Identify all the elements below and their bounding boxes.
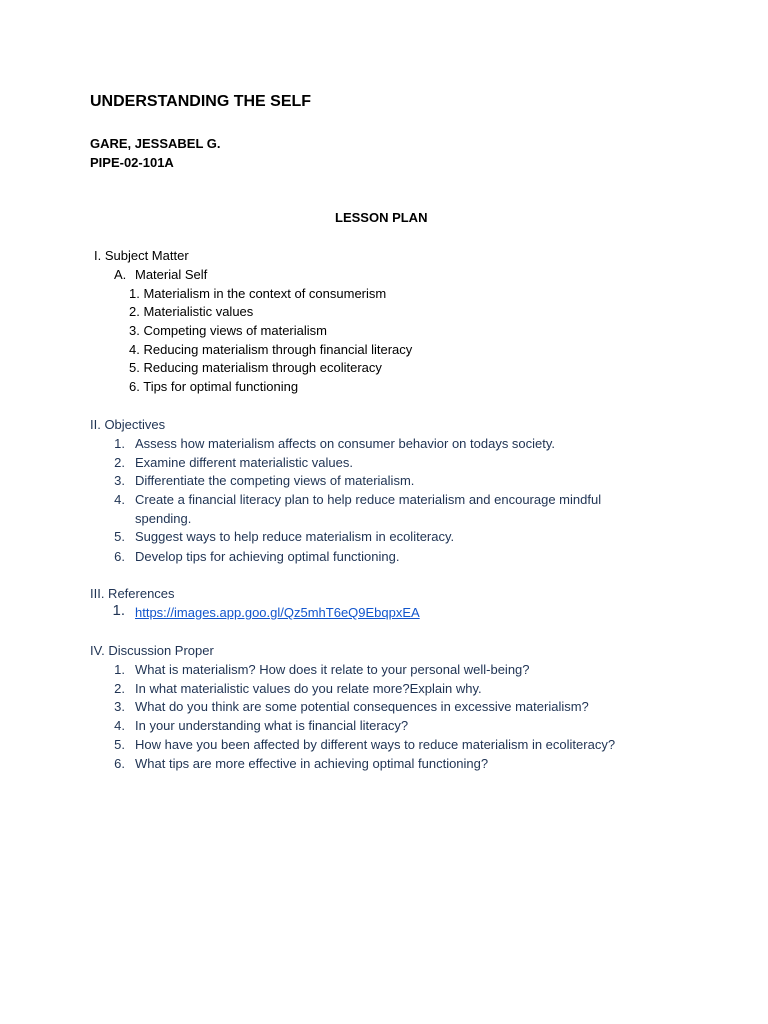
- document-title: UNDERSTANDING THE SELF: [90, 93, 312, 110]
- objective-item-continuation: spending.: [135, 511, 192, 526]
- discussion-item-number: 2.: [114, 681, 125, 696]
- reference-link[interactable]: https://images.app.goo.gl/Qz5mhT6eQ9EbqpxEA: [135, 605, 420, 620]
- discussion-item-number: 3.: [114, 699, 125, 714]
- discussion-item-number: 5.: [114, 737, 125, 752]
- discussion-item-text: In your understanding what is financial literacy?: [135, 718, 409, 733]
- references-heading: III. References: [90, 586, 175, 601]
- subject-matter-sub-label: Material Self: [135, 267, 208, 282]
- discussion-item-text: What tips are more effective in achieving optimal functioning?: [135, 756, 489, 771]
- subject-item: [129, 360, 382, 375]
- objective-item-number: 2.: [114, 455, 125, 470]
- subject-item-number: 5.: [129, 360, 140, 375]
- subject-item-number: 1.: [129, 286, 140, 301]
- discussion-item-text: What do you think are some potential consequences in excessive materialism?: [135, 699, 589, 714]
- subject-item-number: 4.: [129, 342, 140, 357]
- objective-item-text: Differentiate the competing views of materialism.: [135, 473, 415, 488]
- subject-item: [129, 323, 327, 338]
- discussion-item-text: In what materialistic values do you relate more?Explain why.: [135, 681, 482, 696]
- subject-matter-sub-marker: A.: [114, 267, 127, 282]
- discussion-item-number: 6.: [114, 756, 125, 771]
- discussion-item-number: 1.: [114, 662, 125, 677]
- objective-item-text: Suggest ways to help reduce materialism in ecoliteracy.: [135, 529, 455, 544]
- subject-item-number: 3.: [129, 323, 140, 338]
- subject-item: [129, 286, 386, 301]
- subject-item-text: Reducing materialism through ecoliteracy: [143, 360, 382, 375]
- lesson-plan-heading: LESSON PLAN: [335, 210, 428, 225]
- subject-item: [129, 379, 298, 394]
- subject-item-text: Tips for optimal functioning: [143, 379, 299, 394]
- objective-item-text: Examine different materialistic values.: [135, 455, 353, 470]
- subject-item: [129, 304, 253, 319]
- subject-item-text: Materialism in the context of consumerism: [143, 286, 387, 301]
- objective-item-number: 5.: [114, 529, 125, 544]
- objective-item-number: 6.: [114, 549, 125, 564]
- objective-item-text: Develop tips for achieving optimal functioning.: [135, 549, 400, 564]
- reference-item-number: 1.: [112, 602, 125, 619]
- subject-item: [129, 342, 412, 357]
- subject-item-number: 6.: [129, 379, 140, 394]
- subject-item-text: Materialistic values: [143, 304, 254, 319]
- subject-item-number: 2.: [129, 304, 140, 319]
- discussion-item-text: What is materialism? How does it relate to your personal well-being?: [135, 662, 530, 677]
- discussion-heading: IV. Discussion Proper: [90, 643, 214, 658]
- objective-item-text: Create a financial literacy plan to help reduce materialism and encourage mindful: [135, 492, 602, 507]
- discussion-item-text: How have you been affected by different ways to reduce materialism in ecoliteracy?: [135, 737, 616, 752]
- objective-item-number: 1.: [114, 436, 125, 451]
- discussion-item-number: 4.: [114, 718, 125, 733]
- subject-item-text: Reducing materialism through financial literacy: [143, 342, 413, 357]
- objectives-heading: II. Objectives: [90, 417, 166, 432]
- objective-item-number: 3.: [114, 473, 125, 488]
- objective-item-text: Assess how materialism affects on consumer behavior on todays society.: [135, 436, 556, 451]
- objective-item-number: 4.: [114, 492, 125, 507]
- author-section: PIPE-02-101A: [90, 155, 174, 170]
- author-name: GARE, JESSABEL G.: [90, 136, 221, 151]
- subject-matter-heading: I. Subject Matter: [94, 248, 189, 263]
- subject-item-text: Competing views of materialism: [143, 323, 327, 338]
